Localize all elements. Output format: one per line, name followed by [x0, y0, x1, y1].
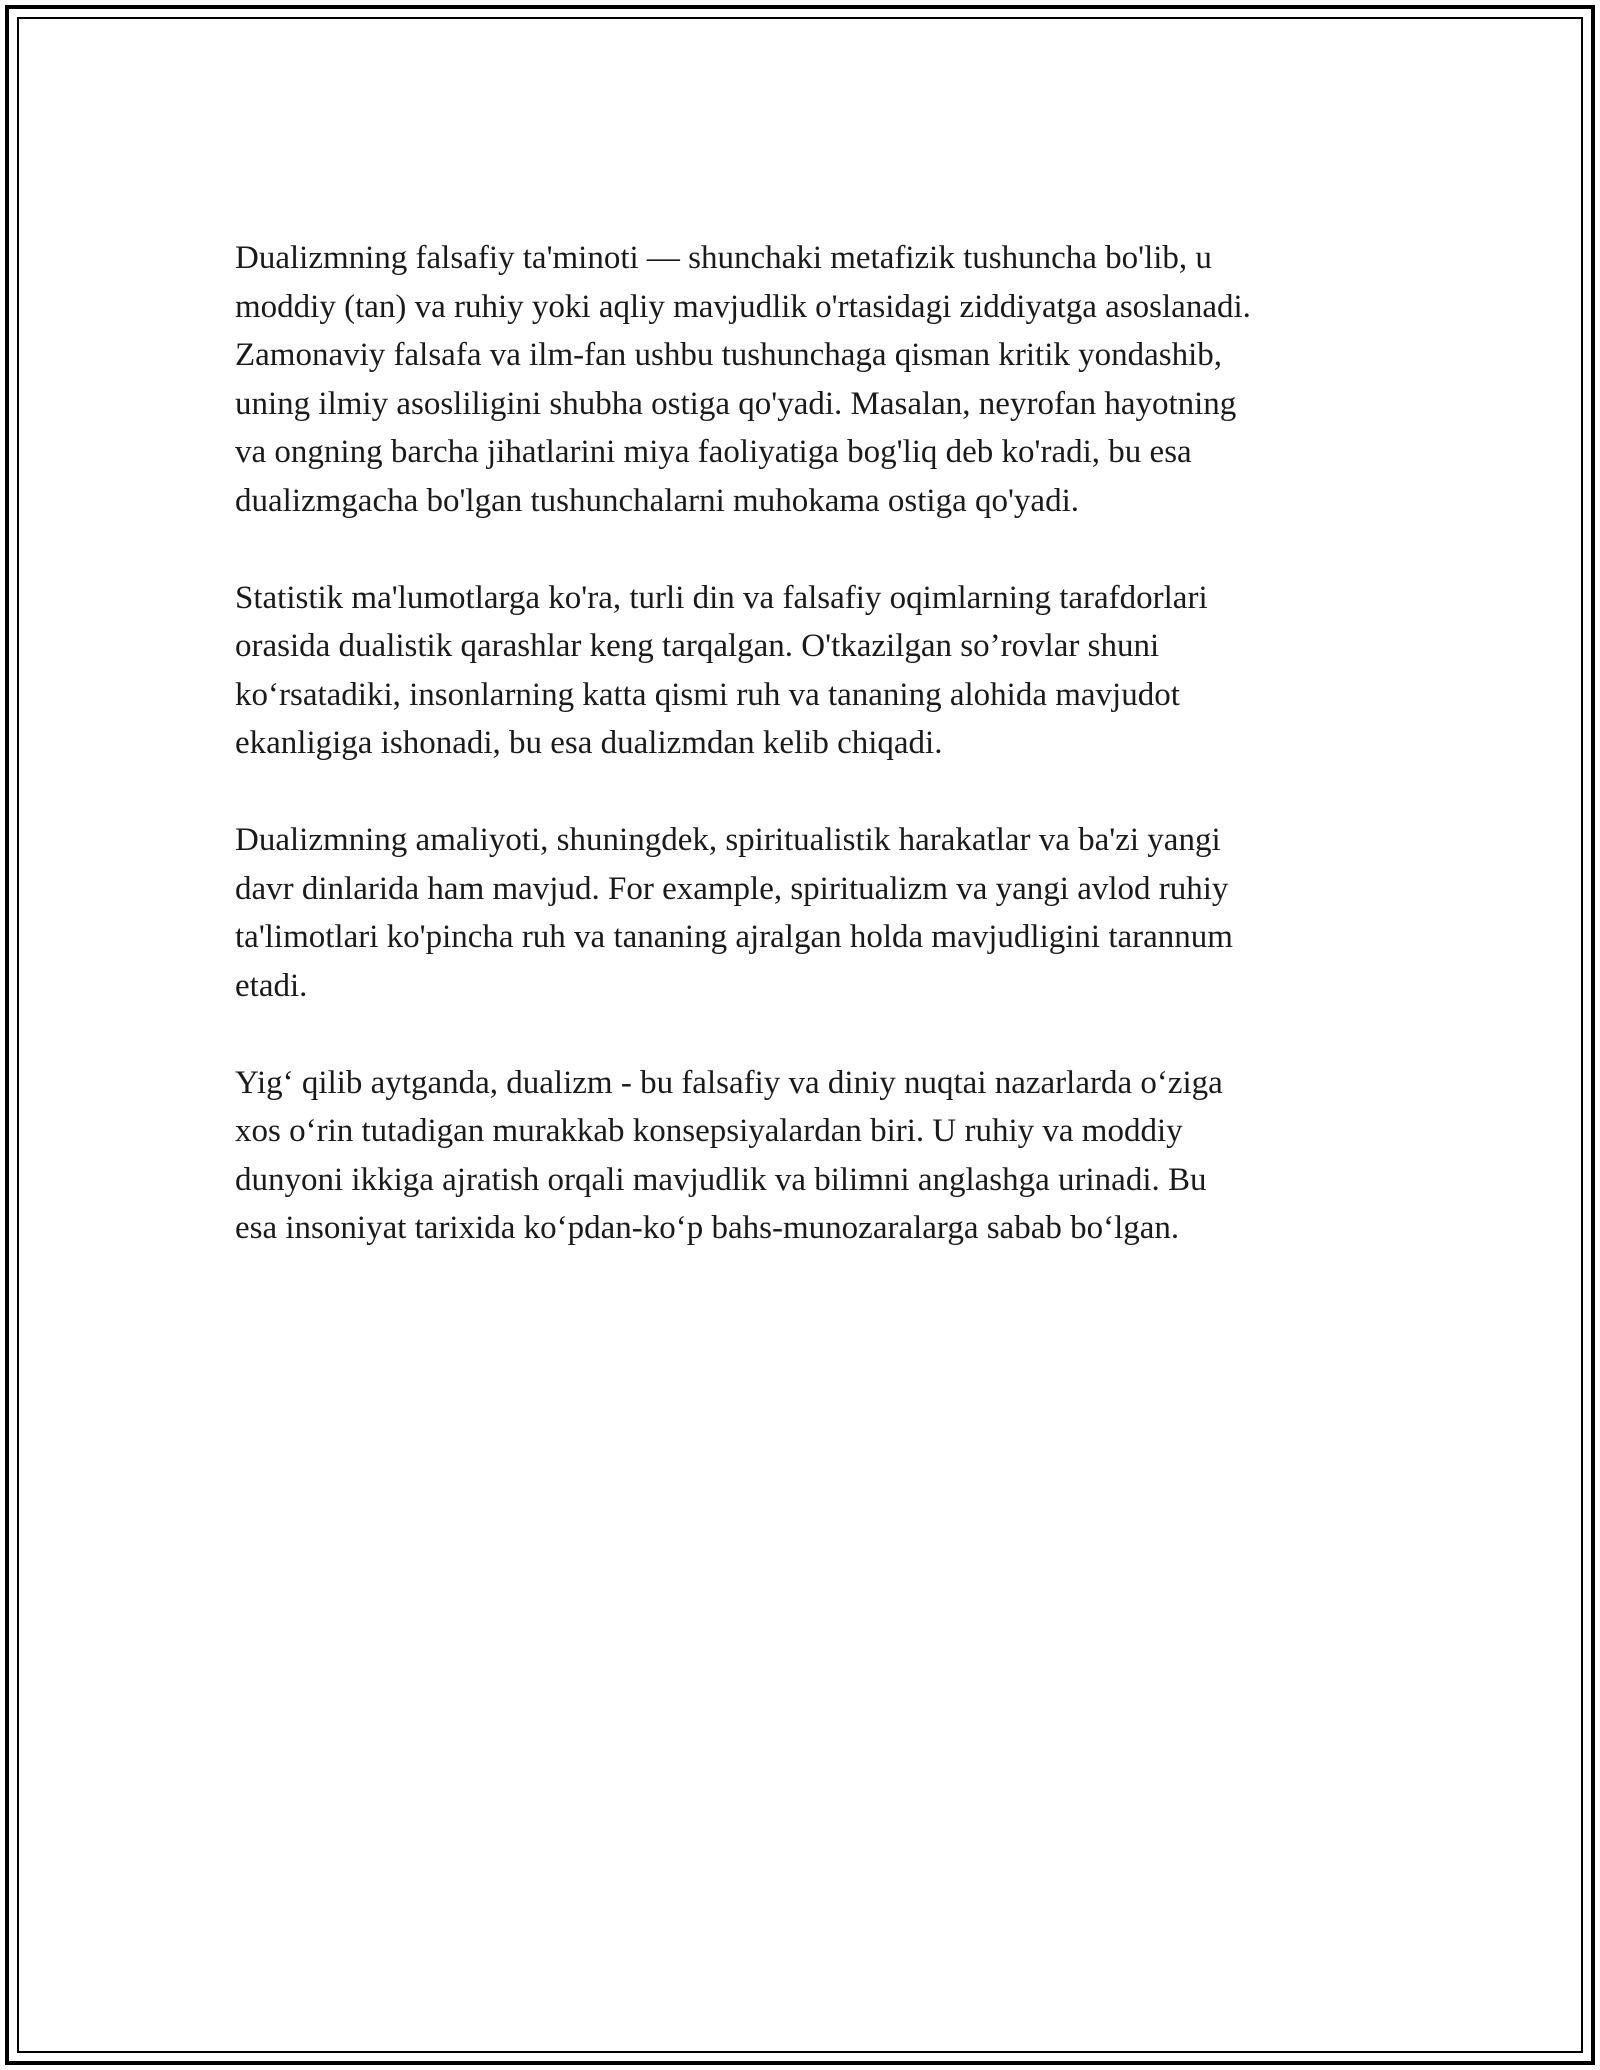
paragraph-3: Dualizmning amaliyoti, shuningdek, spiritualistik harakatlar va ba'zi yangi davr dinlarida ham mavjud. For example, spiritualizm va yangi avlod ruhiy ta'limotlari ko'pincha ruh va tananing ajralgan holda mavjudligini tarannum etadi. [235, 822, 1233, 1004]
paragraph-4: Yig‘ qilib aytganda, dualizm - bu falsafiy va diniy nuqtai nazarlarda o‘ziga xos o‘rin tutadigan murakkab konsepsiyalardan biri. U ruhiy va moddiy dunyoni ikkiga ajratish orqali mavjudlik va bilimni anglashga urinadi. Bu esa insoniyat tarixida ko‘pdan-ko‘p bahs-munozaralarga sabab bo‘lgan. [235, 1064, 1223, 1246]
paragraph-1: Dualizmning falsafiy ta'minoti — shunchaki metafizik tushuncha bo'lib, u moddiy (tan) va ruhiy yoki aqliy mavjudlik o'rtasidagi ziddiyatga asoslanadi. Zamonaviy falsafa va ilm-fan ushbu tushunchaga qisman kritik yondashib, uning ilmiy asosliligini shubha ostiga qo'yadi. Masalan, neyrofan hayotning va ongning barcha jihatlarini miya faoliyatiga bog'liq deb ko'radi, bu esa dualizmgacha bo'lgan tushunchalarni muhokama ostiga qo'yadi. [235, 240, 1251, 519]
paragraph-2: Statistik ma'lumotlarga ko'ra, turli din va falsafiy oqimlarning tarafdorlari orasida dualistik qarashlar keng tarqalgan. O'tkazilgan so’rovlar shuni ko‘rsatadiki, insonlarning katta qismi ruh va tananing alohida mavjudot ekanligiga ishonadi, bu esa dualizmdan kelib chiqadi. [235, 579, 1208, 761]
document-body [235, 234, 1375, 1301]
